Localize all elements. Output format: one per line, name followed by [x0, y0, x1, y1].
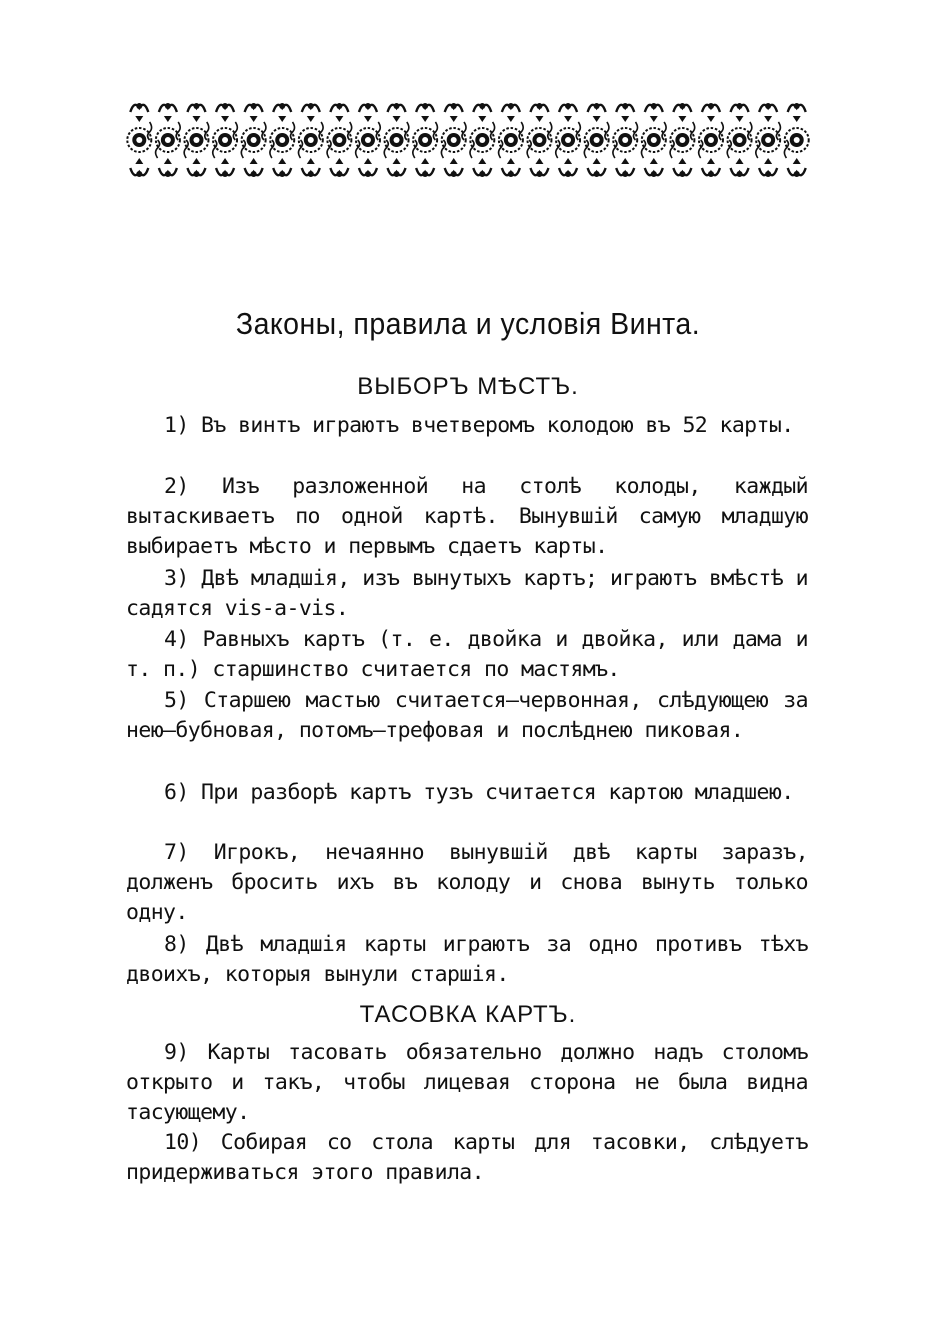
fleuron-motif: [159, 103, 177, 122]
fleuron-motif: [130, 103, 148, 122]
rosette-motif: [699, 128, 723, 152]
rosette-motif: [327, 128, 351, 152]
fleuron-motif: [330, 158, 348, 177]
fleuron-motif: [502, 158, 520, 177]
fleuron-motif: [388, 103, 406, 122]
fleuron-motif: [187, 158, 205, 177]
ornament-pattern: [125, 92, 811, 188]
fleuron-motif: [645, 103, 663, 122]
rosette-motif: [242, 128, 266, 152]
fleuron-motif: [559, 158, 577, 177]
rule-paragraph-6: 6) При разборѣ картъ тузъ считается картою младшею.: [164, 780, 794, 805]
fleuron-motif: [302, 103, 320, 122]
fleuron-motif: [731, 103, 749, 122]
fleuron-motif: [759, 103, 777, 122]
rule-paragraph-9: 9) Карты тасовать обязательно должно надъ столомъ открыто и такъ, чтобы лицевая сторона не была видна тасующему.: [126, 1040, 808, 1125]
fleuron-motif: [359, 158, 377, 177]
rosette-motif: [385, 128, 409, 152]
page-title: Законы, правила и условія Винта.: [235, 306, 701, 341]
fleuron-motif: [788, 158, 806, 177]
fleuron-motif: [588, 103, 606, 122]
rosette-motif: [613, 128, 637, 152]
fleuron-motif: [273, 158, 291, 177]
rosette-motif: [127, 128, 151, 152]
rule-paragraph-7: 7) Игрокъ, нечаянно вынувшій двѣ карты заразъ, долженъ бросить ихъ въ колоду и снова вынуть только одну.: [126, 840, 808, 925]
fleuron-motif: [530, 103, 548, 122]
rosette-motif: [270, 128, 294, 152]
fleuron-motif: [388, 158, 406, 177]
rule-paragraph-4: 4) Равныхъ картъ (т. е. двойка и двойка, или дама и т. п.) старшинство считается по мастямъ.: [126, 627, 808, 682]
fleuron-motif: [416, 158, 434, 177]
fleuron-motif: [616, 158, 634, 177]
fleuron-motif: [759, 158, 777, 177]
fleuron-motif: [187, 103, 205, 122]
rosette-motif: [642, 128, 666, 152]
rosette-motif: [442, 128, 466, 152]
fleuron-motif: [302, 158, 320, 177]
fleuron-motif: [530, 158, 548, 177]
rosette-motif: [413, 128, 437, 152]
rule-paragraph-5: 5) Старшею мастью считается—червонная, слѣдующею за нею—бубновая, потомъ—трефовая и послѣднею пиковая.: [126, 688, 808, 743]
fleuron-motif: [273, 103, 291, 122]
fleuron-motif: [445, 158, 463, 177]
fleuron-motif: [673, 158, 691, 177]
rule-paragraph-1: 1) Въ винтъ играютъ вчетверомъ колодою въ 52 карты.: [164, 413, 794, 438]
rosette-motif: [728, 128, 752, 152]
fleuron-motif: [216, 158, 234, 177]
fleuron-motif: [159, 158, 177, 177]
rosette-motif: [585, 128, 609, 152]
fleuron-motif: [788, 103, 806, 122]
fleuron-motif: [731, 158, 749, 177]
fleuron-motif: [245, 103, 263, 122]
fleuron-motif: [645, 158, 663, 177]
fleuron-motif: [702, 158, 720, 177]
rule-paragraph-3: 3) Двѣ младшія, изъ вынутыхъ картъ; играютъ вмѣстѣ и садятся vis-a-vis.: [126, 566, 808, 621]
fleuron-motif: [216, 103, 234, 122]
fleuron-motif: [616, 103, 634, 122]
rosette-motif: [470, 128, 494, 152]
fleuron-motif: [130, 158, 148, 177]
rule-paragraph-8: 8) Двѣ младшія карты играютъ за одно противъ тѣхъ двоихъ, которыя вынули старшія.: [126, 932, 808, 987]
fleuron-motif: [588, 158, 606, 177]
rosette-motif: [756, 128, 780, 152]
fleuron-motif: [416, 103, 434, 122]
fleuron-motif: [359, 103, 377, 122]
fleuron-motif: [445, 103, 463, 122]
rule-paragraph-10: 10) Собирая со стола карты для тасовки, слѣдуетъ придерживаться этого правила.: [126, 1130, 808, 1185]
fleuron-motif: [502, 103, 520, 122]
rosette-motif: [299, 128, 323, 152]
rule-paragraph-2: 2) Изъ разложенной на столѣ колоды, каждый вытаскиваетъ по одной картѣ. Вынувшій самую младшую выбираетъ мѣсто и первымъ сдаетъ карты.: [126, 474, 808, 559]
fleuron-motif: [702, 103, 720, 122]
fleuron-motif: [673, 103, 691, 122]
fleuron-motif: [245, 158, 263, 177]
section-heading-seat-selection: ВЫБОРЪ МѢСТЪ.: [357, 373, 579, 400]
ornamental-headpiece: [125, 92, 811, 188]
fleuron-motif: [473, 158, 491, 177]
rosette-motif: [499, 128, 523, 152]
rosette-motif: [213, 128, 237, 152]
rosette-motif: [356, 128, 380, 152]
rosette-motif: [156, 128, 180, 152]
rosette-motif: [184, 128, 208, 152]
section-heading-shuffling: ТАСОВКА КАРТЪ.: [359, 1001, 577, 1028]
rosette-motif: [527, 128, 551, 152]
fleuron-motif: [473, 103, 491, 122]
rosette-motif: [670, 128, 694, 152]
fleuron-motif: [330, 103, 348, 122]
rosette-motif: [556, 128, 580, 152]
rosette-motif: [785, 128, 809, 152]
fleuron-motif: [559, 103, 577, 122]
